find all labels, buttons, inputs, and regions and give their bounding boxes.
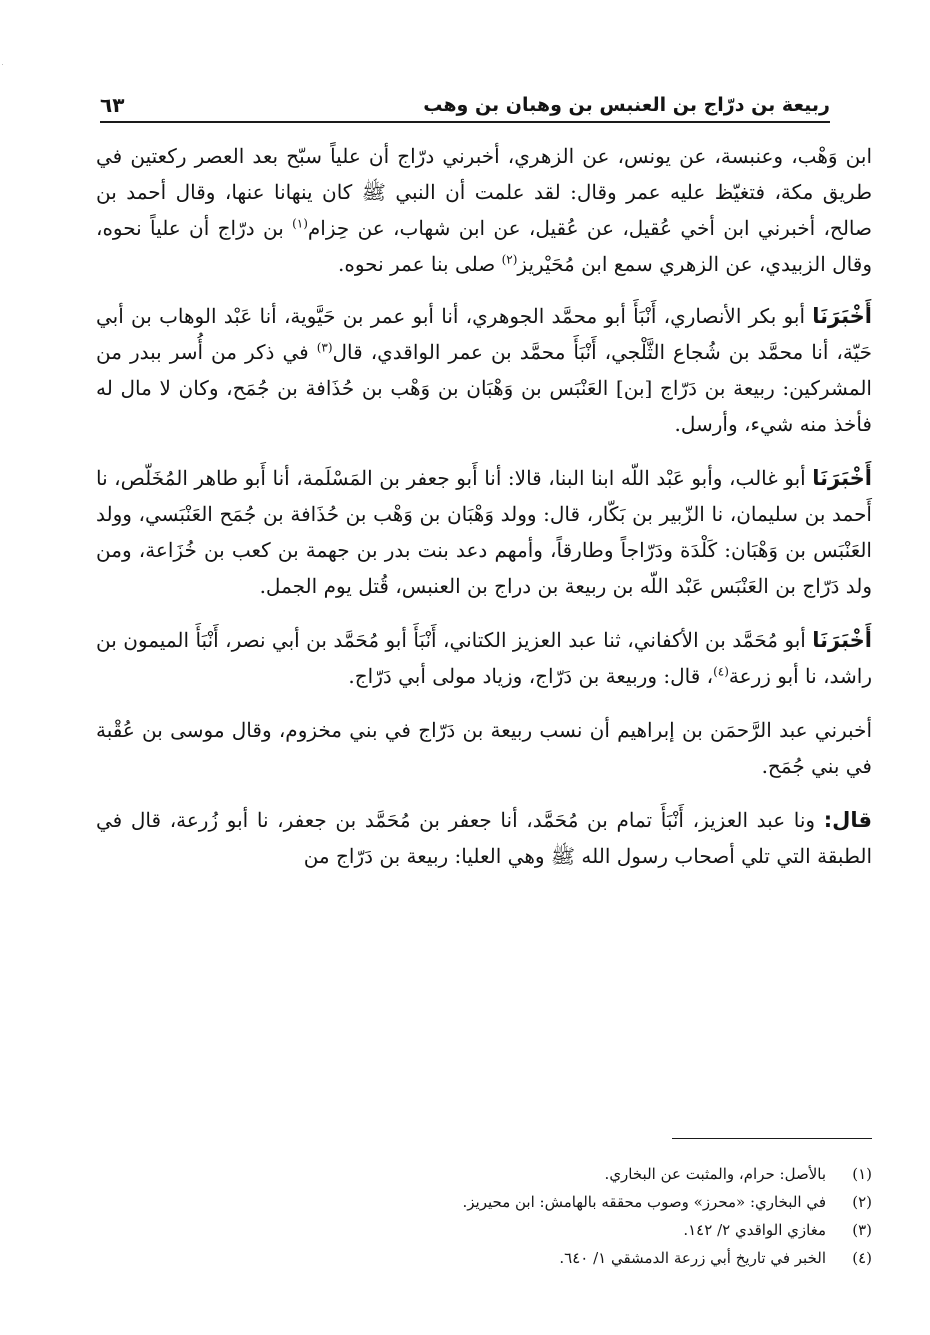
footnote bbox=[96, 1216, 872, 1244]
paragraph-1 bbox=[96, 138, 872, 282]
paragraph-lead: قال: bbox=[823, 808, 872, 832]
paragraph-lead: أَخْبَرَنَا bbox=[812, 304, 872, 328]
footnote-ref-3[interactable]: (٣) bbox=[316, 340, 333, 355]
footnote-number: (١) bbox=[852, 1165, 872, 1183]
paragraph-text: بن درّاج أن علياً نحوه، وقال الزبيدي، عن الزهري سمع ابن مُحَيْريز bbox=[96, 216, 872, 276]
paragraph-text: في ذكر من أُسر ببدر من المشركين: ربيعة بن دَرّاج [بن] العَنْبَس بن وَهْبَان بن وَهْب بن حُذَافة بن جُمَح، وكان لا مال له فأخذ منه شيء، وأرسل. bbox=[96, 340, 872, 436]
paragraph-text: أبو مُحَمَّد بن الأكفاني، ثنا عبد العزيز الكتاني، أَنْبَأَ أبو مُحَمَّد بن أبي نصر، أَنْبَأَ الميمون بن راشد، نا أبو زرعة bbox=[96, 628, 872, 688]
footnote-number: (٣) bbox=[852, 1221, 872, 1239]
paragraph-6 bbox=[96, 802, 872, 874]
paragraph-text: أبو غالب، وأبو عَبْد اللّه ابنا البنا، قالا: أنا أَبو جعفر بن المَسْلَمة، أنا أَبو طاهر المُخَلّص، نا أَحمد بن سليمان، نا الزّبير بن بَكّار، قال: وولد وَهْبَان بن وَهْب بن حُذَافة بن جُمَح العَنْبَسي، وولد العَنْبَس بن وَهْبَان: كَلْدَة ودَرّاجاً وطارقاً، وأمهم دعد بنت بدر بن جهمة بن كعب بن خُزَاعة، ومن ولد دَرّاج بن العَنْبَس عَبْد اللّه بن ربيعة بن دراج بن العنبس، قُتل يوم الجمل. bbox=[96, 466, 872, 598]
footnotes bbox=[96, 1160, 872, 1272]
paragraph-5 bbox=[96, 712, 872, 784]
paragraph-3 bbox=[96, 460, 872, 604]
running-header bbox=[100, 82, 830, 118]
paragraph-text: أبو بكر الأنصاري، أَنْبَأَ أبو محمَّد الجوهري، أنا أبو عمر بن حَيَّوية، أنا عَبْد الوهاب بن أبي حَيّة، أنا محمَّد بن شُجاع الثَّلْجي، أَنْبَأَ محمَّد بن عمر الواقدي، قال bbox=[96, 304, 872, 364]
paragraph-lead: أَخْبَرَنَا bbox=[812, 628, 872, 652]
footnote-rule bbox=[672, 1138, 872, 1139]
paragraph-2 bbox=[96, 298, 872, 442]
footnote bbox=[96, 1160, 872, 1188]
footnote-number: (٤) bbox=[852, 1249, 872, 1267]
paragraph-text: أخبرني عبد الرَّحمَن بن إبراهيم أن نسب ربيعة بن دَرّاج في بني مخزوم، وقال موسى بن عُقْبة في بني جُمَح. bbox=[96, 718, 872, 778]
paragraph-text: ، قال: وربيعة بن دَرّاج، وزياد مولى أبي دَرّاج. bbox=[348, 664, 714, 688]
paragraph-lead: أَخْبَرَنَا bbox=[812, 466, 872, 490]
footnote-text: في البخاري: «محرز» وصوب محققه بالهامش: ابن محيريز. bbox=[462, 1193, 826, 1211]
footnote bbox=[96, 1188, 872, 1216]
running-title: ربيعة بن درّاج بن العنبس بن وهبان بن وهب bbox=[423, 94, 830, 116]
footnote-ref-1[interactable]: (١) bbox=[292, 216, 308, 231]
footnote-text: الخبر في تاريخ أبي زرعة الدمشقي ١/ ٦٤٠. bbox=[559, 1249, 826, 1267]
paragraph-4 bbox=[96, 622, 872, 694]
footnote-ref-4[interactable]: (٤) bbox=[713, 664, 729, 679]
footnote bbox=[96, 1244, 872, 1272]
footnote-number: (٢) bbox=[852, 1193, 872, 1211]
page-number: ٦٣ bbox=[100, 93, 125, 117]
footnote-text: بالأصل: حرام، والمثبت عن البخاري. bbox=[604, 1165, 826, 1183]
main-text bbox=[96, 138, 872, 892]
paragraph-text: ونا عبد العزيز، أَنْبَأَ تمام بن مُحَمَّد، أنا جعفر بن مُحَمَّد بن جعفر، نا أبو زُرعة، قال في الطبقة التي تلي أصحاب رسول الله ﷺ وهي العليا: ربيعة بن دَرّاج من bbox=[96, 808, 872, 868]
paragraph-text: صلى بنا عمر نحوه. bbox=[338, 252, 502, 276]
footnote-ref-2[interactable]: (٢) bbox=[501, 252, 518, 267]
footnote-text: مغازي الواقدي ٢/ ١٤٢. bbox=[683, 1221, 826, 1239]
header-rule bbox=[100, 121, 830, 123]
scan-speck bbox=[2, 64, 3, 65]
paragraph-text: ابن وَهْب، وعنبسة، عن يونس، عن الزهري، أخبرني درّاج أن علياً سبّح بعد العصر ركعتين في طريق مكة، فتغيّظ عليه عمر وقال: لقد علمت أن النبي ﷺ كان ينهانا عنها، وقال أحمد بن صالح، أخبرني ابن أخي عُقيل، عن عُقيل، عن ابن شهاب، عن حِزام bbox=[96, 144, 873, 240]
